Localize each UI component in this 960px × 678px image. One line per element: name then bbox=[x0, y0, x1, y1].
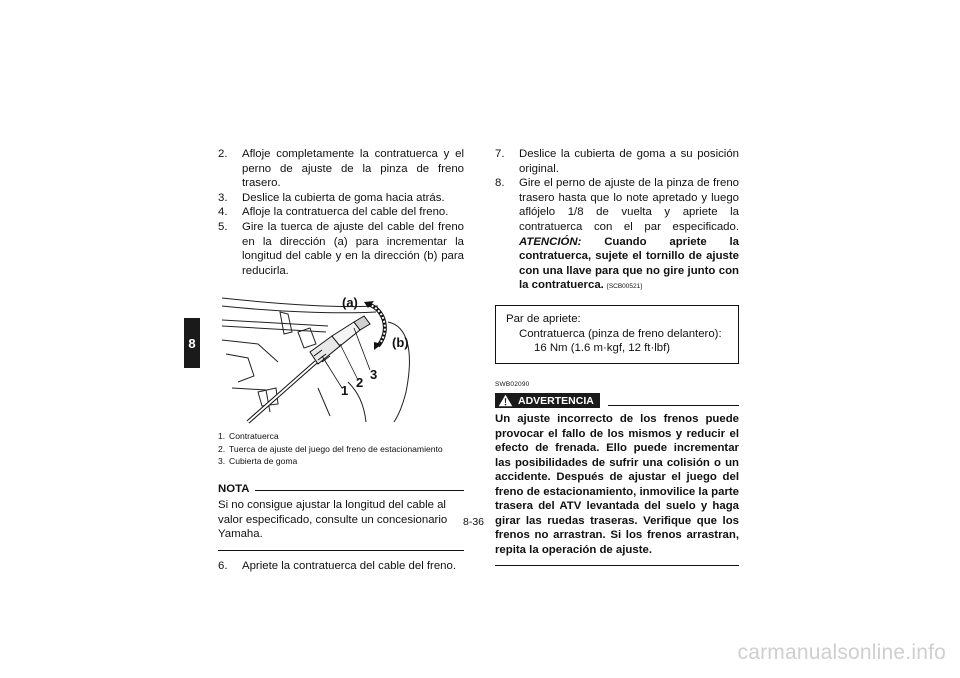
step-item bbox=[218, 205, 464, 220]
atencion-code: [SCB00521] bbox=[607, 283, 643, 291]
nota-end-rule bbox=[218, 550, 464, 551]
nota-block bbox=[218, 482, 464, 551]
step-item bbox=[218, 147, 464, 191]
step-text: Afloje completamente la contratuerca y el perno de ajuste de la pinza de freno trasero. bbox=[242, 148, 464, 190]
step-text: Afloje la contratuerca del cable del freno. bbox=[242, 206, 449, 219]
step-text: Deslice la cubierta de goma hacia atrás. bbox=[242, 191, 445, 204]
step-number: 4. bbox=[218, 206, 228, 219]
warning-heading bbox=[495, 393, 739, 408]
warning-code: SWB02090 bbox=[495, 380, 530, 388]
step-text: Gire la tuerca de ajuste del cable del freno en la dirección (a) para incrementar la longitud del cable y en la dirección (b) para reducirla. bbox=[242, 220, 464, 277]
warning-badge bbox=[495, 393, 600, 408]
right-column bbox=[495, 147, 739, 566]
callout-3: 3 bbox=[370, 367, 378, 383]
warning-badge-label: ADVERTENCIA bbox=[518, 394, 594, 407]
step-item bbox=[495, 176, 739, 295]
atencion-text: Cuando apriete la contratuerca, sujete el tornillo de ajuste con una llave para que no gire junto con la contratuerca. bbox=[519, 235, 739, 292]
callout-2: 2 bbox=[356, 375, 364, 391]
step-text: Apriete la contratuerca del cable del freno. bbox=[242, 559, 457, 572]
spec-value: 16 Nm (1.6 m·kgf, 12 ft·lbf) bbox=[534, 342, 671, 355]
step-text-with-atencion bbox=[519, 176, 739, 295]
legend-text: Tuerca de ajuste del juego del freno de estacionamiento bbox=[229, 443, 443, 454]
legend-item bbox=[218, 443, 464, 455]
left-column bbox=[218, 147, 464, 574]
step-number: 2. bbox=[218, 148, 228, 160]
torque-spec-box bbox=[495, 305, 739, 364]
warning-end-rule bbox=[495, 565, 739, 566]
warning-rule bbox=[608, 405, 739, 406]
legend-text: Contratuerca bbox=[229, 431, 279, 442]
brake-cable-illustration bbox=[218, 292, 464, 424]
section-number: 8 bbox=[188, 335, 196, 351]
nota-title: NOTA bbox=[218, 482, 250, 495]
legend-number: 1. bbox=[218, 431, 226, 442]
page-number: 8-36 bbox=[463, 516, 485, 528]
atencion-note bbox=[519, 236, 739, 292]
step-number: 3. bbox=[218, 191, 228, 204]
legend-number: 2. bbox=[218, 443, 226, 454]
nota-rule bbox=[255, 490, 464, 491]
step-number: 6. bbox=[218, 559, 228, 572]
step-text: Deslice la cubierta de goma a su posición original. bbox=[519, 148, 739, 175]
figure-legend bbox=[218, 430, 464, 467]
left-steps-list bbox=[218, 147, 464, 278]
warning-text: Un ajuste incorrecto de los frenos puede provocar el fallo de los mismos y reducir el efecto de frenada. Ello puede incrementar las posibilidades de sufrir una colisión o un accidente. Después de ajustar el juego del freno de estacionamiento, inmovilice la parte trasera del ATV levantada del suelo y haga girar las ruedas traseras. Verifique que los frenos no arrastran. Si los frenos arrastran, repita la operación de ajuste. bbox=[495, 413, 739, 556]
step-number: 5. bbox=[218, 220, 228, 233]
right-steps-list bbox=[495, 147, 739, 295]
direction-label-b: (b) bbox=[392, 335, 409, 351]
callout-1: 1 bbox=[341, 383, 349, 399]
watermark: carmanualsonline.info bbox=[737, 641, 946, 664]
step-item bbox=[218, 559, 464, 574]
step-number: 8. bbox=[495, 177, 505, 190]
direction-label-a: (a) bbox=[342, 295, 358, 311]
step-text: Gire el perno de ajuste de la pinza de freno trasero hasta que lo note apretado y luego aflójelo 1/8 de vuelta y apriete la contratuerca con el par especificado. bbox=[519, 177, 739, 233]
step-item bbox=[495, 147, 739, 176]
brake-cable-drawing bbox=[218, 292, 464, 424]
step6-list bbox=[218, 559, 464, 574]
atencion-label: ATENCIÓN: bbox=[519, 235, 582, 248]
nota-text: Si no consigue ajustar la longitud del cable al valor especificado, consulte un concesionario Yamaha. bbox=[218, 499, 448, 541]
legend-item bbox=[218, 455, 464, 467]
spec-heading: Par de apriete: bbox=[506, 312, 581, 325]
warning-triangle-icon bbox=[498, 394, 513, 407]
nota-heading bbox=[218, 482, 464, 497]
step-item bbox=[218, 191, 464, 206]
step-number: 7. bbox=[495, 148, 505, 160]
section-tab bbox=[184, 318, 200, 368]
legend-text: Cubierta de goma bbox=[229, 456, 298, 467]
step-item bbox=[218, 220, 464, 278]
spec-item: Contratuerca (pinza de freno delantero): bbox=[519, 327, 722, 340]
legend-number: 3. bbox=[218, 456, 226, 467]
legend-item bbox=[218, 430, 464, 442]
